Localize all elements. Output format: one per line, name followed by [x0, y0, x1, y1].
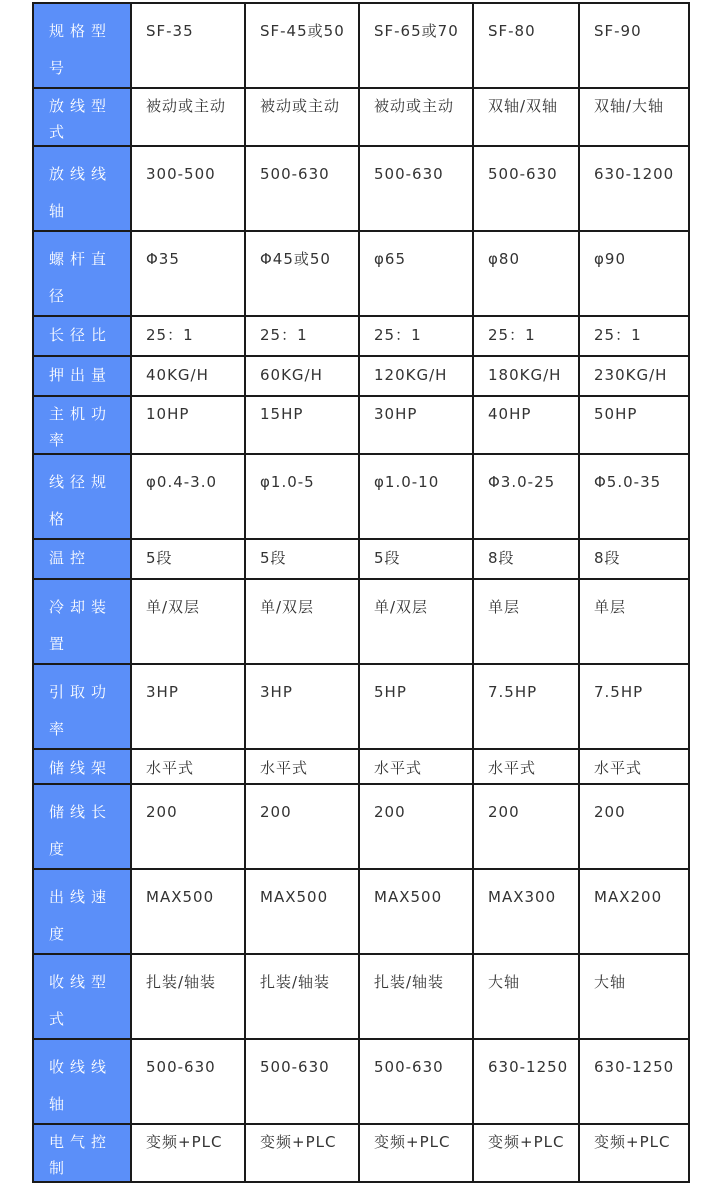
row-label: 螺杆直径: [33, 231, 131, 316]
cell-sf80: 180KG/H: [473, 356, 579, 396]
cell-sf35: 扎装/轴装: [131, 954, 245, 1039]
row-label: 温控: [33, 539, 131, 579]
row-label: 押出量: [33, 356, 131, 396]
cell-sf90: 200: [579, 784, 689, 869]
cell-sf45: 被动或主动: [245, 88, 359, 146]
cell-sf90: 变频+PLC: [579, 1124, 689, 1182]
table-row: [33, 539, 689, 579]
cell-sf65: 500-630: [359, 1039, 473, 1124]
cell-sf45: 5段: [245, 539, 359, 579]
cell-sf45: 15HP: [245, 396, 359, 454]
cell-sf35: Φ35: [131, 231, 245, 316]
table-row: [33, 88, 689, 146]
cell-sf80: 25：1: [473, 316, 579, 356]
cell-sf80: 7.5HP: [473, 664, 579, 749]
cell-sf90: 230KG/H: [579, 356, 689, 396]
cell-sf65: SF-65或70: [359, 3, 473, 88]
cell-sf45: MAX500: [245, 869, 359, 954]
table-row: [33, 579, 689, 664]
cell-sf65: 水平式: [359, 749, 473, 784]
cell-sf90: SF-90: [579, 3, 689, 88]
spec-table: [32, 2, 690, 1183]
cell-sf90: 25：1: [579, 316, 689, 356]
cell-sf90: Φ5.0-35: [579, 454, 689, 539]
row-label: 电气控制: [33, 1124, 131, 1182]
table-row: [33, 1039, 689, 1124]
cell-sf45: 25：1: [245, 316, 359, 356]
table-row: [33, 396, 689, 454]
cell-sf80: 40HP: [473, 396, 579, 454]
cell-sf45: 500-630: [245, 1039, 359, 1124]
cell-sf45: 扎装/轴装: [245, 954, 359, 1039]
cell-sf65: 200: [359, 784, 473, 869]
cell-sf65: 120KG/H: [359, 356, 473, 396]
table-row: [33, 316, 689, 356]
row-label: 收线线轴: [33, 1039, 131, 1124]
cell-sf65: 变频+PLC: [359, 1124, 473, 1182]
cell-sf35: 3HP: [131, 664, 245, 749]
cell-sf80: 8段: [473, 539, 579, 579]
cell-sf35: MAX500: [131, 869, 245, 954]
cell-sf35: 水平式: [131, 749, 245, 784]
table-row: [33, 784, 689, 869]
cell-sf65: 扎装/轴装: [359, 954, 473, 1039]
cell-sf65: 单/双层: [359, 579, 473, 664]
cell-sf80: 630-1250: [473, 1039, 579, 1124]
cell-sf35: 10HP: [131, 396, 245, 454]
cell-sf65: 25：1: [359, 316, 473, 356]
table-row: [33, 356, 689, 396]
table-row: [33, 749, 689, 784]
cell-sf45: φ1.0-5: [245, 454, 359, 539]
table-row: [33, 1124, 689, 1182]
cell-sf90: 大轴: [579, 954, 689, 1039]
cell-sf65: 500-630: [359, 146, 473, 231]
cell-sf45: SF-45或50: [245, 3, 359, 88]
cell-sf80: 水平式: [473, 749, 579, 784]
row-label: 储线架: [33, 749, 131, 784]
cell-sf65: 被动或主动: [359, 88, 473, 146]
cell-sf90: 630-1200: [579, 146, 689, 231]
cell-sf45: 3HP: [245, 664, 359, 749]
cell-sf90: 双轴/大轴: [579, 88, 689, 146]
table-row: [33, 954, 689, 1039]
row-label: 收线型式: [33, 954, 131, 1039]
row-label: 引取功率: [33, 664, 131, 749]
row-label: 放线线轴: [33, 146, 131, 231]
cell-sf35: 5段: [131, 539, 245, 579]
cell-sf45: 500-630: [245, 146, 359, 231]
table-row: [33, 454, 689, 539]
cell-sf45: 单/双层: [245, 579, 359, 664]
cell-sf80: 500-630: [473, 146, 579, 231]
cell-sf65: MAX500: [359, 869, 473, 954]
cell-sf90: 630-1250: [579, 1039, 689, 1124]
table-row: [33, 231, 689, 316]
row-label: 放线型式: [33, 88, 131, 146]
cell-sf80: 大轴: [473, 954, 579, 1039]
cell-sf80: Φ3.0-25: [473, 454, 579, 539]
cell-sf65: φ1.0-10: [359, 454, 473, 539]
cell-sf80: φ80: [473, 231, 579, 316]
row-label: 出线速度: [33, 869, 131, 954]
table-row: [33, 664, 689, 749]
cell-sf45: Φ45或50: [245, 231, 359, 316]
cell-sf65: φ65: [359, 231, 473, 316]
cell-sf45: 60KG/H: [245, 356, 359, 396]
cell-sf80: MAX300: [473, 869, 579, 954]
cell-sf90: MAX200: [579, 869, 689, 954]
cell-sf90: 单层: [579, 579, 689, 664]
cell-sf35: 500-630: [131, 1039, 245, 1124]
cell-sf90: 7.5HP: [579, 664, 689, 749]
cell-sf65: 5HP: [359, 664, 473, 749]
cell-sf80: SF-80: [473, 3, 579, 88]
cell-sf35: φ0.4-3.0: [131, 454, 245, 539]
cell-sf35: 25：1: [131, 316, 245, 356]
cell-sf35: SF-35: [131, 3, 245, 88]
cell-sf80: 双轴/双轴: [473, 88, 579, 146]
cell-sf90: 8段: [579, 539, 689, 579]
cell-sf80: 变频+PLC: [473, 1124, 579, 1182]
cell-sf65: 5段: [359, 539, 473, 579]
cell-sf35: 变频+PLC: [131, 1124, 245, 1182]
cell-sf80: 单层: [473, 579, 579, 664]
cell-sf90: 水平式: [579, 749, 689, 784]
cell-sf35: 200: [131, 784, 245, 869]
row-label: 线径规格: [33, 454, 131, 539]
table-row: [33, 146, 689, 231]
cell-sf35: 被动或主动: [131, 88, 245, 146]
cell-sf35: 单/双层: [131, 579, 245, 664]
cell-sf80: 200: [473, 784, 579, 869]
row-label: 规格型号: [33, 3, 131, 88]
table-row: [33, 869, 689, 954]
row-label: 主机功率: [33, 396, 131, 454]
cell-sf90: φ90: [579, 231, 689, 316]
cell-sf45: 200: [245, 784, 359, 869]
table-row: [33, 3, 689, 88]
cell-sf45: 水平式: [245, 749, 359, 784]
cell-sf35: 300-500: [131, 146, 245, 231]
cell-sf90: 50HP: [579, 396, 689, 454]
cell-sf45: 变频+PLC: [245, 1124, 359, 1182]
cell-sf35: 40KG/H: [131, 356, 245, 396]
row-label: 储线长度: [33, 784, 131, 869]
cell-sf65: 30HP: [359, 396, 473, 454]
row-label: 冷却装置: [33, 579, 131, 664]
row-label: 长径比: [33, 316, 131, 356]
